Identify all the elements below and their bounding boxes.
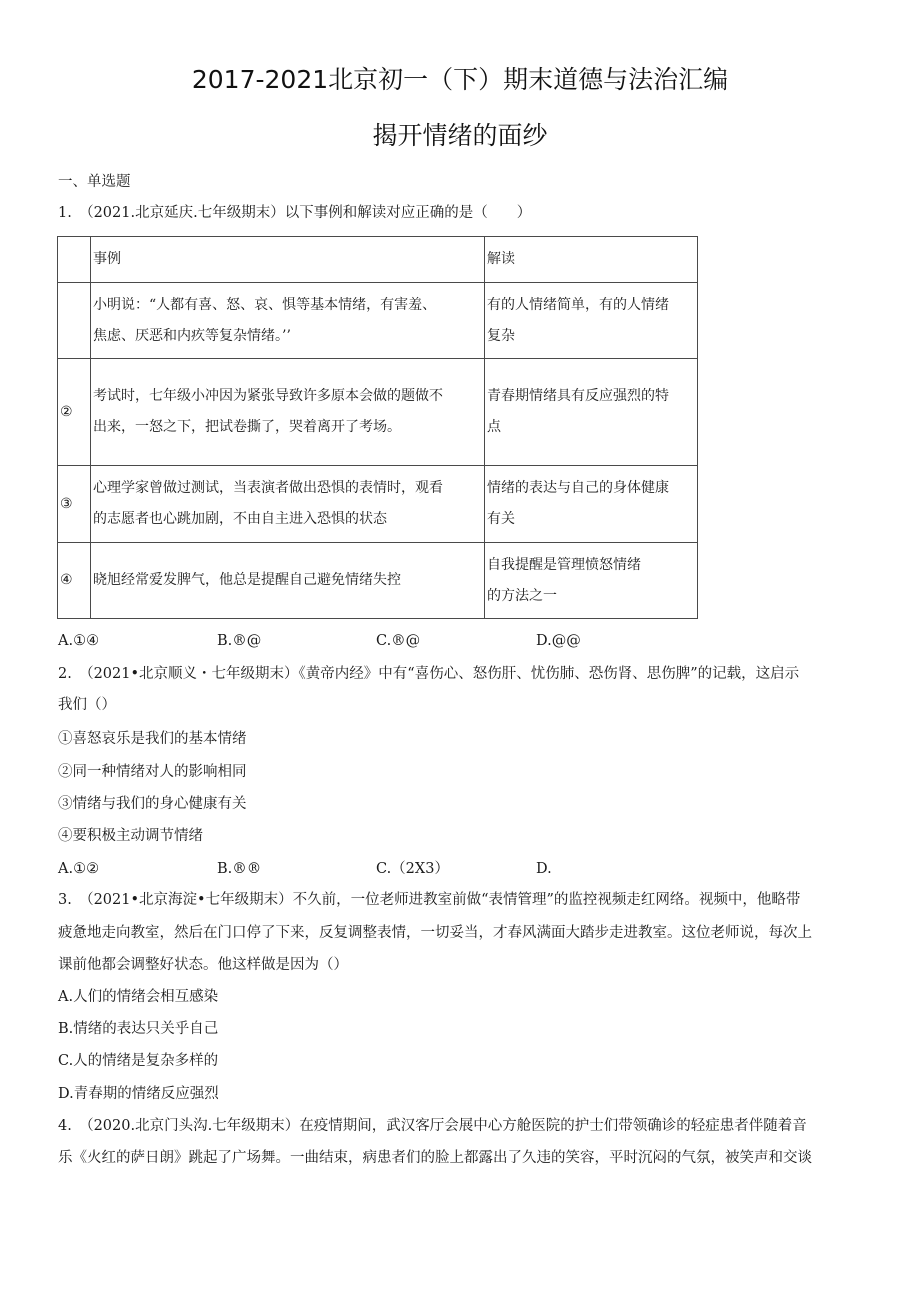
cell-line: 考试时，七年级小冲因为紧张导致许多原本会做的题做不: [93, 388, 443, 404]
q3-stem-line: 疲惫地走向教室，然后在门口停了下来，反复调整表情，一切妥当，才春风满面大踏步走进教室。这位老师说，每次上: [58, 925, 812, 941]
option-b: B.®®: [217, 861, 262, 877]
q2-stem-line: 2. （2021•北京顺义・七年级期末）《黄帝内经》中有“喜伤心、怒伤肝、忧伤肺、恐伤肾、思伤脾”的记载，这启示: [58, 666, 800, 682]
table-row: [58, 359, 698, 466]
option-d: D.: [536, 861, 552, 877]
option-d: D.@@: [536, 633, 581, 649]
table-row: [58, 466, 698, 543]
option-a: A.①②: [58, 861, 100, 877]
cell-line: 的方法之一: [487, 587, 557, 604]
cell-line: 复杂: [487, 327, 515, 344]
section-label: 一、单选题: [58, 174, 131, 190]
case-cell: [91, 359, 485, 466]
cell-line: 心理学家曾做过测试，当表演者做出恐惧的表情时，观看: [93, 480, 443, 496]
q2-statement: ①喜怒哀乐是我们的基本情绪: [58, 731, 247, 747]
q2-statement: ③情绪与我们的身心健康有关: [58, 796, 247, 812]
document-subtitle: 揭开情绪的面纱: [372, 121, 548, 150]
q3-stem-line: 3. （2021•北京海淀•七年级期末）不久前，一位老师进教室前做“表情管理”的监控视频走红网络。视频中，他略带: [58, 892, 801, 908]
table-row: [58, 543, 698, 619]
case-cell: [91, 543, 485, 619]
row-number: [58, 283, 91, 359]
interp-cell: [485, 466, 698, 543]
cell-line: 有关: [487, 511, 515, 527]
cell-line: 情绪的表达与自己的身体健康: [487, 480, 669, 496]
table-header-row: [58, 237, 698, 283]
interp-cell: [485, 283, 698, 359]
q3-option-b: B.情绪的表达只关乎自己: [58, 1021, 219, 1037]
q1-stem: 1. （2021.北京延庆.七年级期末）以下事例和解读对应正确的是（ ）: [58, 205, 532, 221]
q3-option-a: A.人们的情绪会相互感染: [58, 989, 219, 1005]
cell-line: 青春期情绪具有反应强烈的特: [487, 388, 669, 404]
document-title: 2017-2021北京初一（下）期末道德与法治汇编: [191, 65, 729, 94]
q3-option-d: D.青春期的情绪反应强烈: [58, 1086, 219, 1102]
q4-stem-line: 4. （2020.北京门头沟.七年级期末）在疫情期间，武汉客厅会展中心方舱医院的护士们带领确诊的轻症患者伴随着音: [58, 1118, 807, 1134]
q3-stem-line: 课前他都会调整好状态。他这样做是因为（）: [58, 957, 348, 973]
table-header-cell: 事例: [91, 237, 485, 283]
table-header-cell: [58, 237, 91, 283]
table-header-cell: 解读: [485, 237, 698, 283]
cell-line: 小明说：“人都有喜、怒、哀、惧等基本情绪，有害羞、: [93, 296, 437, 313]
cell-line: 点: [487, 419, 501, 435]
row-number: ③: [58, 466, 91, 543]
q2-statement: ②同一种情绪对人的影响相同: [58, 764, 247, 780]
cell-line: 的志愿者也心跳加剧，不由自主进入恐惧的状态: [93, 511, 387, 527]
cell-line: 自我提醒是管理愤怒情绪: [487, 556, 641, 573]
table-row: [58, 283, 698, 359]
interp-cell: [485, 359, 698, 466]
q4-stem-line: 乐《火红的萨日朗》跳起了广场舞。一曲结束，病患者们的脸上都露出了久违的笑容，平时沉闷的气氛，被笑声和交谈: [58, 1150, 812, 1166]
cell-line: 晓旭经常爱发脾气，他总是提醒自己避免情绪失控: [93, 572, 401, 588]
q2-stem-line: 我们（）: [58, 697, 116, 713]
cell-line: 出来，一怒之下，把试卷撕了，哭着离开了考场。: [93, 419, 401, 435]
option-c: C.®@: [376, 633, 421, 649]
case-cell: [91, 466, 485, 543]
option-a: A.①④: [58, 633, 100, 649]
q1-table: [57, 236, 698, 619]
option-c: C.（2X3）: [376, 861, 449, 877]
option-b: B.®@: [217, 633, 262, 649]
case-cell: [91, 283, 485, 359]
cell-line: 焦虑、厌恶和内疚等复杂情绪。’’: [93, 327, 291, 344]
interp-cell: [485, 543, 698, 619]
q2-statement: ④要积极主动调节情绪: [58, 828, 203, 844]
q3-option-c: C.人的情绪是复杂多样的: [58, 1053, 219, 1069]
row-number: ④: [58, 543, 91, 619]
row-number: ②: [58, 359, 91, 466]
cell-line: 有的人情绪简单，有的人情绪: [487, 296, 669, 313]
